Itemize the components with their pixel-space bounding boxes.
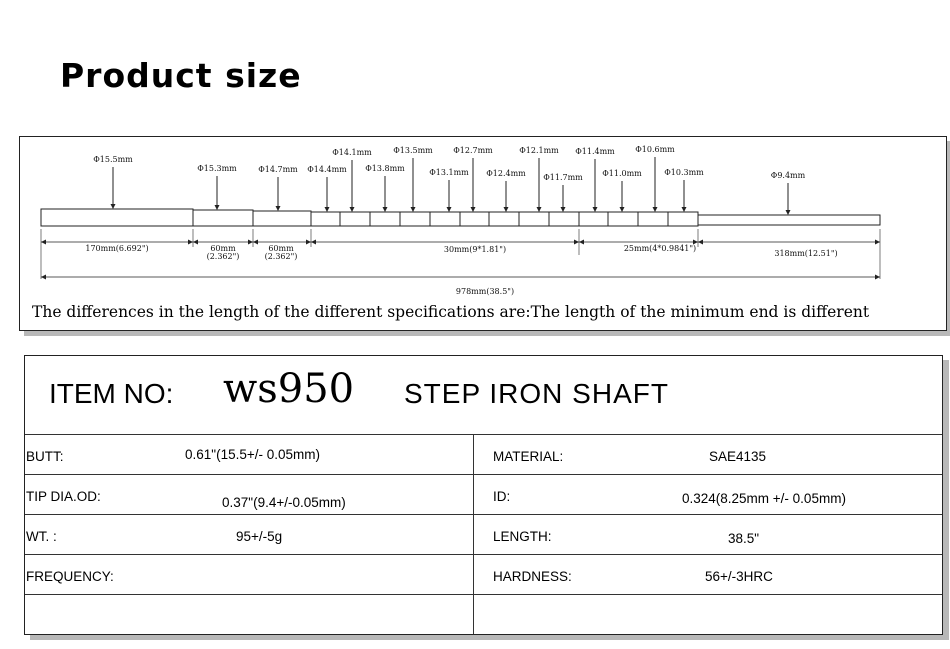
shaft-step-segment bbox=[340, 212, 370, 226]
diameter-label: Φ10.6mm bbox=[635, 145, 675, 154]
length-label: LENGTH: bbox=[493, 529, 552, 544]
shaft-step-segment bbox=[430, 212, 460, 226]
tip-dia-value: 0.37"(9.4+/-0.05mm) bbox=[222, 495, 346, 510]
dimension-line-head bbox=[579, 240, 584, 245]
diameter-label: Φ15.5mm bbox=[93, 155, 133, 164]
dimension-label: 978mm(38.5") bbox=[455, 287, 515, 296]
item-name: STEP IRON SHAFT bbox=[404, 378, 669, 409]
butt-value: 0.61"(15.5+/- 0.05mm) bbox=[185, 447, 320, 462]
diameter-label: Φ13.8mm bbox=[365, 164, 405, 173]
pointer-arrowhead bbox=[215, 205, 220, 210]
shaft-step-segment bbox=[638, 212, 668, 226]
shaft-step-segment bbox=[489, 212, 519, 226]
material-label: MATERIAL: bbox=[493, 449, 564, 464]
diameter-label: Φ14.1mm bbox=[332, 148, 372, 157]
dimension-line-head bbox=[875, 240, 880, 245]
shaft-step-segment bbox=[519, 212, 549, 226]
shaft-step-segment bbox=[400, 212, 430, 226]
material-value: SAE4135 bbox=[709, 449, 767, 464]
weight-label: WT. : bbox=[26, 529, 57, 544]
pointer-arrowhead bbox=[350, 207, 355, 212]
dimension-label: 30mm(9*1.81") bbox=[443, 245, 507, 254]
shaft-step-segment bbox=[668, 212, 698, 226]
item-no-value: ws950 bbox=[223, 366, 355, 412]
pointer-arrowhead bbox=[620, 207, 625, 212]
diameter-label: Φ12.7mm bbox=[453, 146, 493, 155]
shaft-step-segment bbox=[193, 210, 253, 226]
row-divider bbox=[25, 514, 942, 515]
diameter-label: Φ14.4mm bbox=[307, 165, 347, 174]
shaft-tip-segment bbox=[698, 215, 880, 225]
shaft-step-segment bbox=[460, 212, 489, 226]
dimension-label: 318mm(12.51") bbox=[774, 249, 838, 258]
butt-label: BUTT: bbox=[26, 449, 64, 464]
pointer-arrowhead bbox=[504, 207, 509, 212]
diameter-label: Φ12.4mm bbox=[486, 169, 526, 178]
diameter-label: Φ11.7mm bbox=[543, 173, 583, 182]
overall-dimension-line-head bbox=[875, 275, 880, 280]
dimension-label: (2.362") bbox=[264, 252, 298, 261]
diameter-label: Φ13.5mm bbox=[393, 146, 433, 155]
page-title: Product size bbox=[60, 56, 302, 95]
diameter-label: Φ11.4mm bbox=[575, 147, 615, 156]
pointer-arrowhead bbox=[471, 207, 476, 212]
shaft-step-segment bbox=[549, 212, 579, 226]
spec-table bbox=[24, 355, 943, 635]
dimension-line-head bbox=[311, 240, 316, 245]
pointer-arrowhead bbox=[411, 207, 416, 212]
dimension-line-head bbox=[253, 240, 258, 245]
diameter-label: Φ10.3mm bbox=[664, 168, 704, 177]
item-no-label: ITEM NO: bbox=[49, 378, 174, 409]
pointer-arrowhead bbox=[276, 206, 281, 211]
dimension-line-head bbox=[574, 240, 579, 245]
length-value: 38.5" bbox=[728, 531, 760, 546]
hardness-label: HARDNESS: bbox=[493, 569, 572, 584]
pointer-arrowhead bbox=[786, 210, 791, 215]
pointer-arrowhead bbox=[561, 207, 566, 212]
diagram-caption: The differences in the length of the different specifications are:The length of the minimum end is different bbox=[32, 303, 870, 321]
row-divider bbox=[25, 474, 942, 475]
dimension-label: 60mm bbox=[210, 244, 236, 253]
tip-dia-label: TIP DIA.OD: bbox=[26, 489, 101, 504]
shaft-diagram bbox=[19, 136, 947, 331]
shaft-butt-segment bbox=[41, 209, 193, 226]
pointer-arrowhead bbox=[593, 207, 598, 212]
pointer-arrowhead bbox=[325, 207, 330, 212]
pointer-arrowhead bbox=[653, 207, 658, 212]
diameter-label: Φ11.0mm bbox=[602, 169, 642, 178]
shaft-step-segment bbox=[608, 212, 638, 226]
shaft-step-segment bbox=[370, 212, 400, 226]
row-divider bbox=[25, 434, 942, 435]
shaft-step-segment bbox=[311, 212, 340, 226]
shaft-drawing bbox=[20, 137, 946, 330]
id-value: 0.324(8.25mm +/- 0.05mm) bbox=[682, 491, 846, 506]
dimension-label: 170mm(6.692") bbox=[85, 244, 149, 253]
dimension-line-head bbox=[306, 240, 311, 245]
dimension-line-head bbox=[698, 240, 703, 245]
shaft-step-segment bbox=[579, 212, 608, 226]
pointer-arrowhead bbox=[682, 207, 687, 212]
diameter-label: Φ9.4mm bbox=[770, 171, 806, 180]
dimension-line-head bbox=[248, 240, 253, 245]
diameter-label: Φ15.3mm bbox=[197, 164, 237, 173]
pointer-arrowhead bbox=[537, 207, 542, 212]
pointer-arrowhead bbox=[111, 204, 116, 209]
frequency-label: FREQUENCY: bbox=[26, 569, 114, 584]
overall-dimension-line-head bbox=[41, 275, 46, 280]
id-label: ID: bbox=[493, 489, 511, 504]
shaft-step-segment bbox=[253, 211, 311, 226]
dimension-line-head bbox=[188, 240, 193, 245]
dimension-label: 25mm(4*0.9841") bbox=[623, 244, 697, 253]
pointer-arrowhead bbox=[383, 207, 388, 212]
dimension-line-head bbox=[41, 240, 46, 245]
diameter-label: Φ14.7mm bbox=[258, 165, 298, 174]
hardness-value: 56+/-3HRC bbox=[705, 569, 773, 584]
dimension-label: (2.362") bbox=[206, 252, 240, 261]
dimension-line-head bbox=[193, 240, 198, 245]
row-divider bbox=[25, 594, 942, 595]
pointer-arrowhead bbox=[447, 207, 452, 212]
row-divider bbox=[25, 554, 942, 555]
diameter-label: Φ12.1mm bbox=[519, 146, 559, 155]
column-divider bbox=[473, 434, 474, 634]
dimension-label: 60mm bbox=[268, 244, 294, 253]
weight-value: 95+/-5g bbox=[236, 529, 283, 544]
diameter-label: Φ13.1mm bbox=[429, 168, 469, 177]
